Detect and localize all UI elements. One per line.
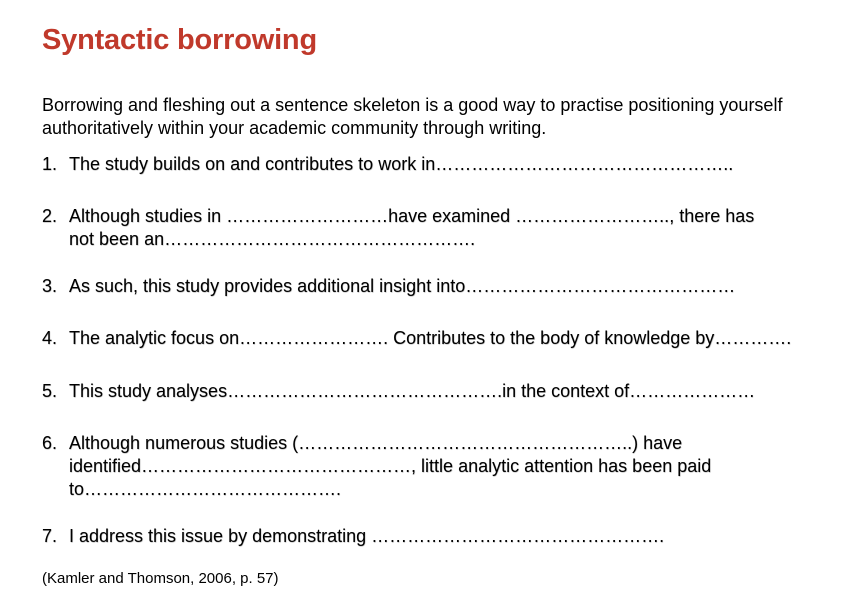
item-text: The analytic focus on……………………. Contributes to the body of knowledge by…………. (69, 328, 792, 348)
item-number: 7. (42, 526, 58, 546)
item-number: 6. (42, 433, 58, 453)
item-text: Although numerous studies (………………………………………………..) have identified………………………………………, little analytic attention has been paid to……………………………………. (69, 433, 712, 499)
item-number: 5. (42, 381, 58, 401)
item-text: I address this issue by demonstrating …………………………………………. (69, 526, 665, 546)
list-item (42, 275, 857, 298)
list-item (42, 525, 857, 548)
list-item (42, 327, 857, 350)
item-number: 2. (42, 206, 58, 226)
item-number: 1. (42, 154, 58, 174)
item-text: This study analyses……………………………………….in the context of………………… (69, 381, 756, 401)
item-text: Although studies in ………………………have examined …………………….., there has not been an……………………………………………. (69, 206, 755, 249)
list-item (42, 153, 857, 176)
citation: (Kamler and Thomson, 2006, p. 57) (42, 570, 279, 587)
list-item (42, 432, 857, 501)
page-title: Syntactic borrowing (42, 24, 317, 56)
item-number: 3. (42, 276, 58, 296)
intro-paragraph: Borrowing and fleshing out a sentence skeleton is a good way to practise positioning yourself authoritatively within your academic community through writing. (42, 95, 783, 138)
item-text: The study builds on and contributes to work in………………………………………….. (69, 154, 734, 174)
list-item (42, 205, 857, 251)
item-text: As such, this study provides additional insight into……………………………………… (69, 276, 736, 296)
list-item (42, 380, 857, 403)
item-number: 4. (42, 328, 58, 348)
